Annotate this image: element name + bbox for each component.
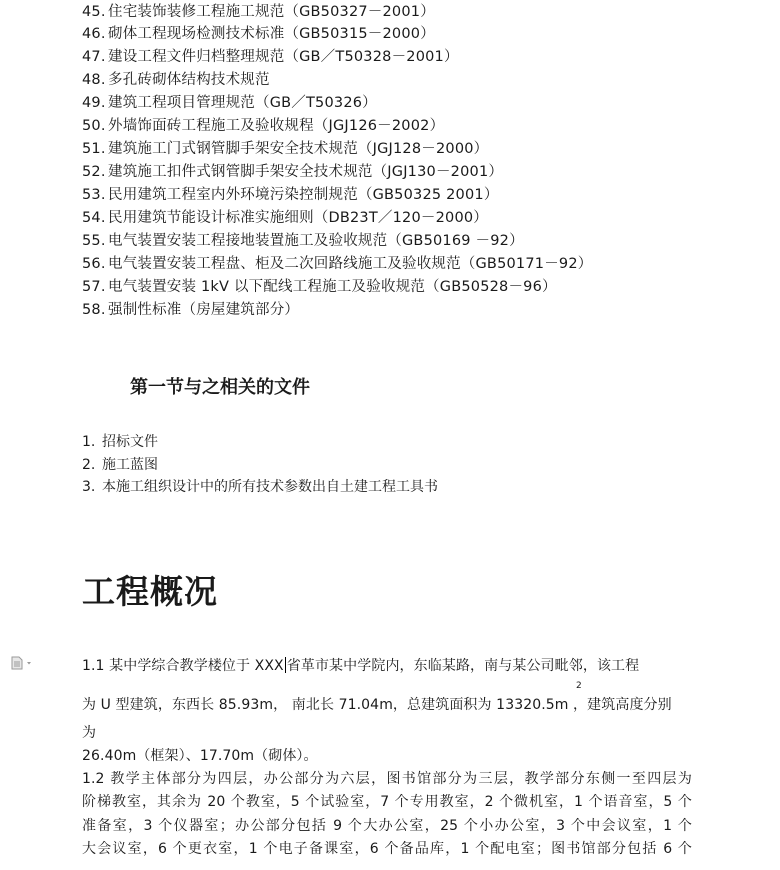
superscript: 2 [576,681,582,691]
paragraph-line: 准备室，3 个仪器室；办公部分包括 9 个大办公室，25 个小办公室，3 个中会议室，1 个 [82,818,692,834]
paragraph-line: 为 U 型建筑，东西长 85.93m， 南北长 71.04m，总建筑面积为 13320.5m ，建筑高度分别 [82,697,672,713]
paragraph-line: 阶梯教室，其余为 20 个教室，5 个试验室，7 个专用教室，2 个微机室，1 个语音室，5 个 [82,794,692,810]
list-item: 51. 建筑施工门式钢管脚手架安全技术规范（JGJ128－2000） [82,141,489,157]
list-item: 56. 电气装置安装工程盘、柜及二次回路线施工及验收规范（GB50171－92） [82,256,593,272]
list-item: 58. 强制性标准（房屋建筑部分） [82,302,300,318]
paragraph-line: 26.40m（框架）、17.70m（砌体）。 [82,748,318,764]
list-item: 49. 建筑工程项目管理规范（GB／T50326） [82,95,377,111]
list-item: 48. 多孔砖砌体结构技术规范 [82,72,270,88]
document-comment-icon[interactable] [10,655,34,669]
list-item: 45. 住宅装饰装修工程施工规范（GB50327－2001） [82,4,435,20]
text-cursor [285,657,286,673]
section-heading: 第一节与之相关的文件 [130,377,310,398]
list-item: 2. 施工蓝图 [82,457,158,473]
list-item: 50. 外墙饰面砖工程施工及验收规程（JGJ126－2002） [82,118,445,134]
list-item: 47. 建设工程文件归档整理规范（GB／T50328－2001） [82,49,459,65]
list-item: 53. 民用建筑工程室内外环境污染控制规范（GB50325 2001） [82,187,499,203]
list-item: 46. 砌体工程现场检测技术标准（GB50315－2000） [82,26,435,42]
paragraph-line: 为 [82,725,97,741]
list-item: 55. 电气装置安装工程接地装置施工及验收规范（GB50169 －92） [82,233,524,249]
list-item: 54. 民用建筑节能设计标准实施细则（DB23T／120－2000） [82,210,488,226]
list-item: 1. 招标文件 [82,434,158,450]
paragraph-line: 1.2 教学主体部分为四层，办公部分为六层，图书馆部分为三层，教学部分东侧一至四层为 [82,771,692,787]
list-item: 52. 建筑施工扣件式钢管脚手架安全技术规范（JGJ130－2001） [82,164,504,180]
chapter-heading: 工程概况 [82,572,218,611]
paragraph-line: 大会议室，6 个更衣室，1 个电子备课室，6 个备品库，1 个配电室；图书馆部分包括 6 个 [82,841,692,857]
paragraph-line: 1.1 某中学综合教学楼位于 XXX 省革市某中学院内，东临某路，南与某公司毗邻，该工程 [82,658,640,674]
list-item: 3. 本施工组织设计中的所有技术参数出自土建工程工具书 [82,479,438,495]
list-item: 57. 电气装置安装 1kV 以下配线工程施工及验收规范（GB50528－96） [82,279,557,295]
